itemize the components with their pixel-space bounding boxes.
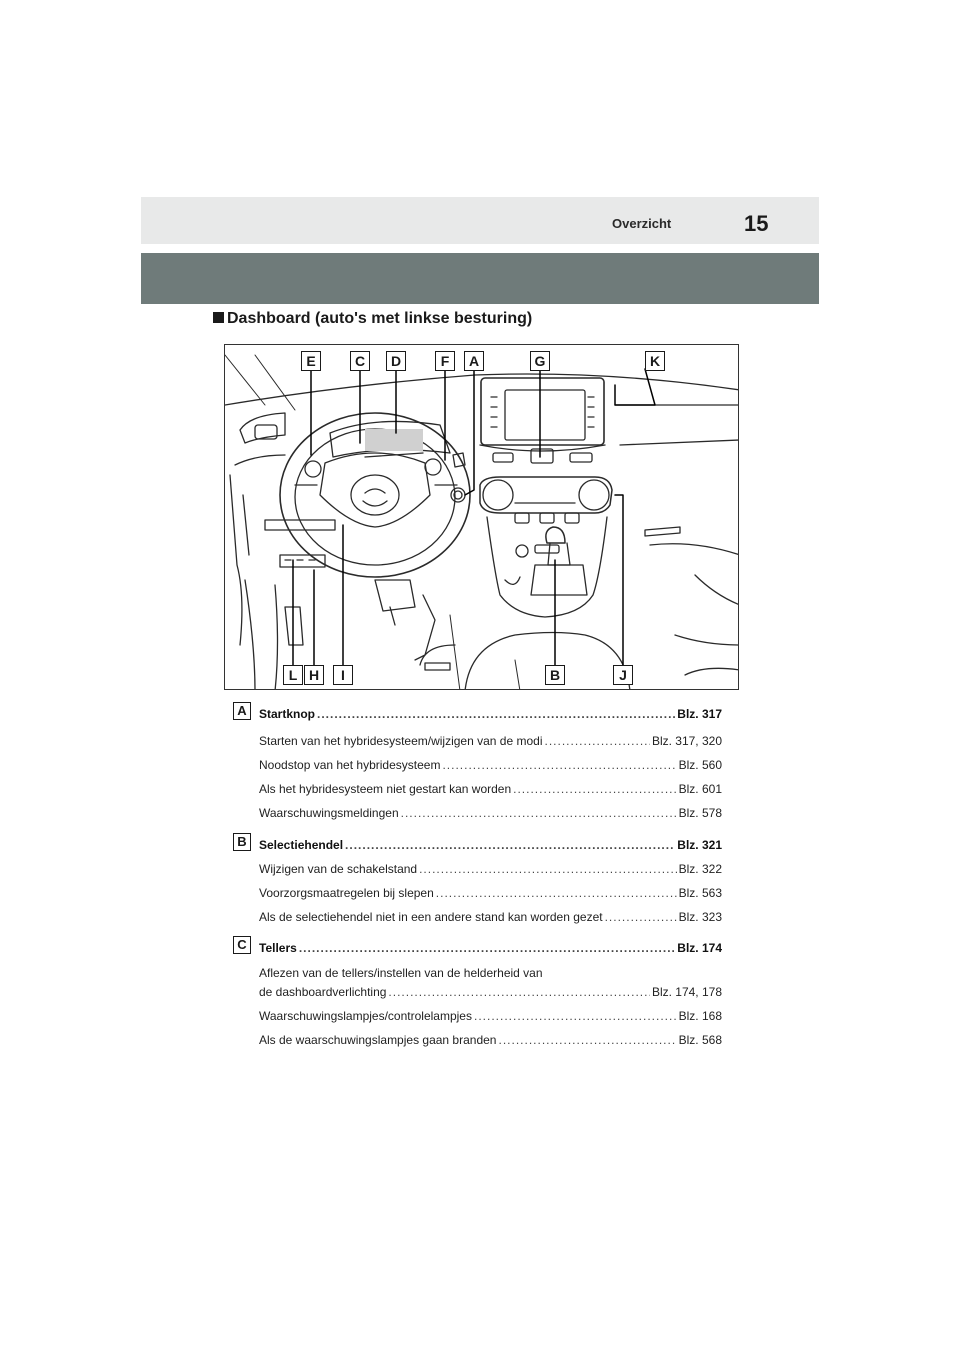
callout-I: I bbox=[333, 665, 353, 685]
section-title bbox=[213, 310, 532, 328]
index-subentry: Noodstop van het hybridesysteem ..... Blz. 560 bbox=[259, 758, 722, 772]
header-bar bbox=[141, 197, 819, 244]
index-subentry: Waarschuwingslampjes/controlelampjes ..... Blz. 168 bbox=[259, 1009, 722, 1023]
page-ref[interactable]: Blz. 168 bbox=[678, 1009, 722, 1023]
callout-H: H bbox=[304, 665, 324, 685]
page-ref[interactable]: Blz. 174 bbox=[677, 941, 722, 955]
page-ref[interactable]: Blz. 578 bbox=[678, 806, 722, 820]
header-band bbox=[141, 253, 819, 304]
index-subentry: Waarschuwingsmeldingen ..... Blz. 578 bbox=[259, 806, 722, 820]
index-entry-tellers: Tellers ..... Blz. 174 bbox=[259, 941, 722, 955]
page-ref[interactable]: Blz. 321 bbox=[677, 838, 722, 852]
page-ref[interactable]: Blz. 560 bbox=[678, 758, 722, 772]
callout-F: F bbox=[435, 351, 455, 371]
page-ref[interactable]: Blz. 317, 320 bbox=[651, 734, 722, 748]
index-subentry-line1: Aflezen van de tellers/instellen van de helderheid van bbox=[259, 966, 543, 980]
group-letter-B: B bbox=[233, 833, 251, 851]
page-ref[interactable]: Blz. 322 bbox=[678, 862, 722, 876]
group-letter-A: A bbox=[233, 702, 251, 720]
callout-J: J bbox=[613, 665, 633, 685]
group-letter-C: C bbox=[233, 936, 251, 954]
index-subentry: Als de waarschuwingslampjes gaan branden ..... Blz. 568 bbox=[259, 1033, 722, 1047]
section-name: Overzicht bbox=[612, 216, 672, 231]
page-ref[interactable]: Blz. 568 bbox=[678, 1033, 722, 1047]
callout-C: C bbox=[350, 351, 370, 371]
index-subentry: Als het hybridesysteem niet gestart kan worden ..... Blz. 601 bbox=[259, 782, 722, 796]
index-subentry: Als de selectiehendel niet in een andere stand kan worden gezet ..... Blz. 323 bbox=[259, 910, 722, 924]
callout-G: G bbox=[530, 351, 550, 371]
index-entry-selectiehendel: Selectiehendel ..... Blz. 321 bbox=[259, 838, 722, 852]
callout-A: A bbox=[464, 351, 484, 371]
page-ref[interactable]: Blz. 323 bbox=[678, 910, 722, 924]
dashboard-illustration bbox=[224, 344, 739, 690]
index-subentry: Starten van het hybridesysteem/wijzigen van de modi ..... Blz. 317, 320 bbox=[259, 734, 722, 748]
page-ref[interactable]: Blz. 563 bbox=[678, 886, 722, 900]
callout-K: K bbox=[645, 351, 665, 371]
index-subentry: de dashboardverlichting ..... Blz. 174, 178 bbox=[259, 985, 722, 999]
section-title-text: Dashboard (auto's met linkse besturing) bbox=[227, 310, 533, 327]
callout-B: B bbox=[545, 665, 565, 685]
page-ref[interactable]: Blz. 174, 178 bbox=[651, 985, 722, 999]
page-ref[interactable]: Blz. 601 bbox=[678, 782, 722, 796]
index-subentry: Voorzorgsmaatregelen bij slepen ..... Blz. 563 bbox=[259, 886, 722, 900]
square-bullet-icon bbox=[213, 312, 224, 323]
page-ref[interactable]: Blz. 317 bbox=[677, 707, 722, 721]
callout-D: D bbox=[386, 351, 406, 371]
dashboard-drawing bbox=[225, 345, 739, 690]
index-entry-startknop: Startknop ..... Blz. 317 bbox=[259, 707, 722, 721]
page-number: 15 bbox=[744, 211, 769, 236]
callout-L: L bbox=[283, 665, 303, 685]
callout-E: E bbox=[301, 351, 321, 371]
index-subentry: Wijzigen van de schakelstand ..... Blz. 322 bbox=[259, 862, 722, 876]
